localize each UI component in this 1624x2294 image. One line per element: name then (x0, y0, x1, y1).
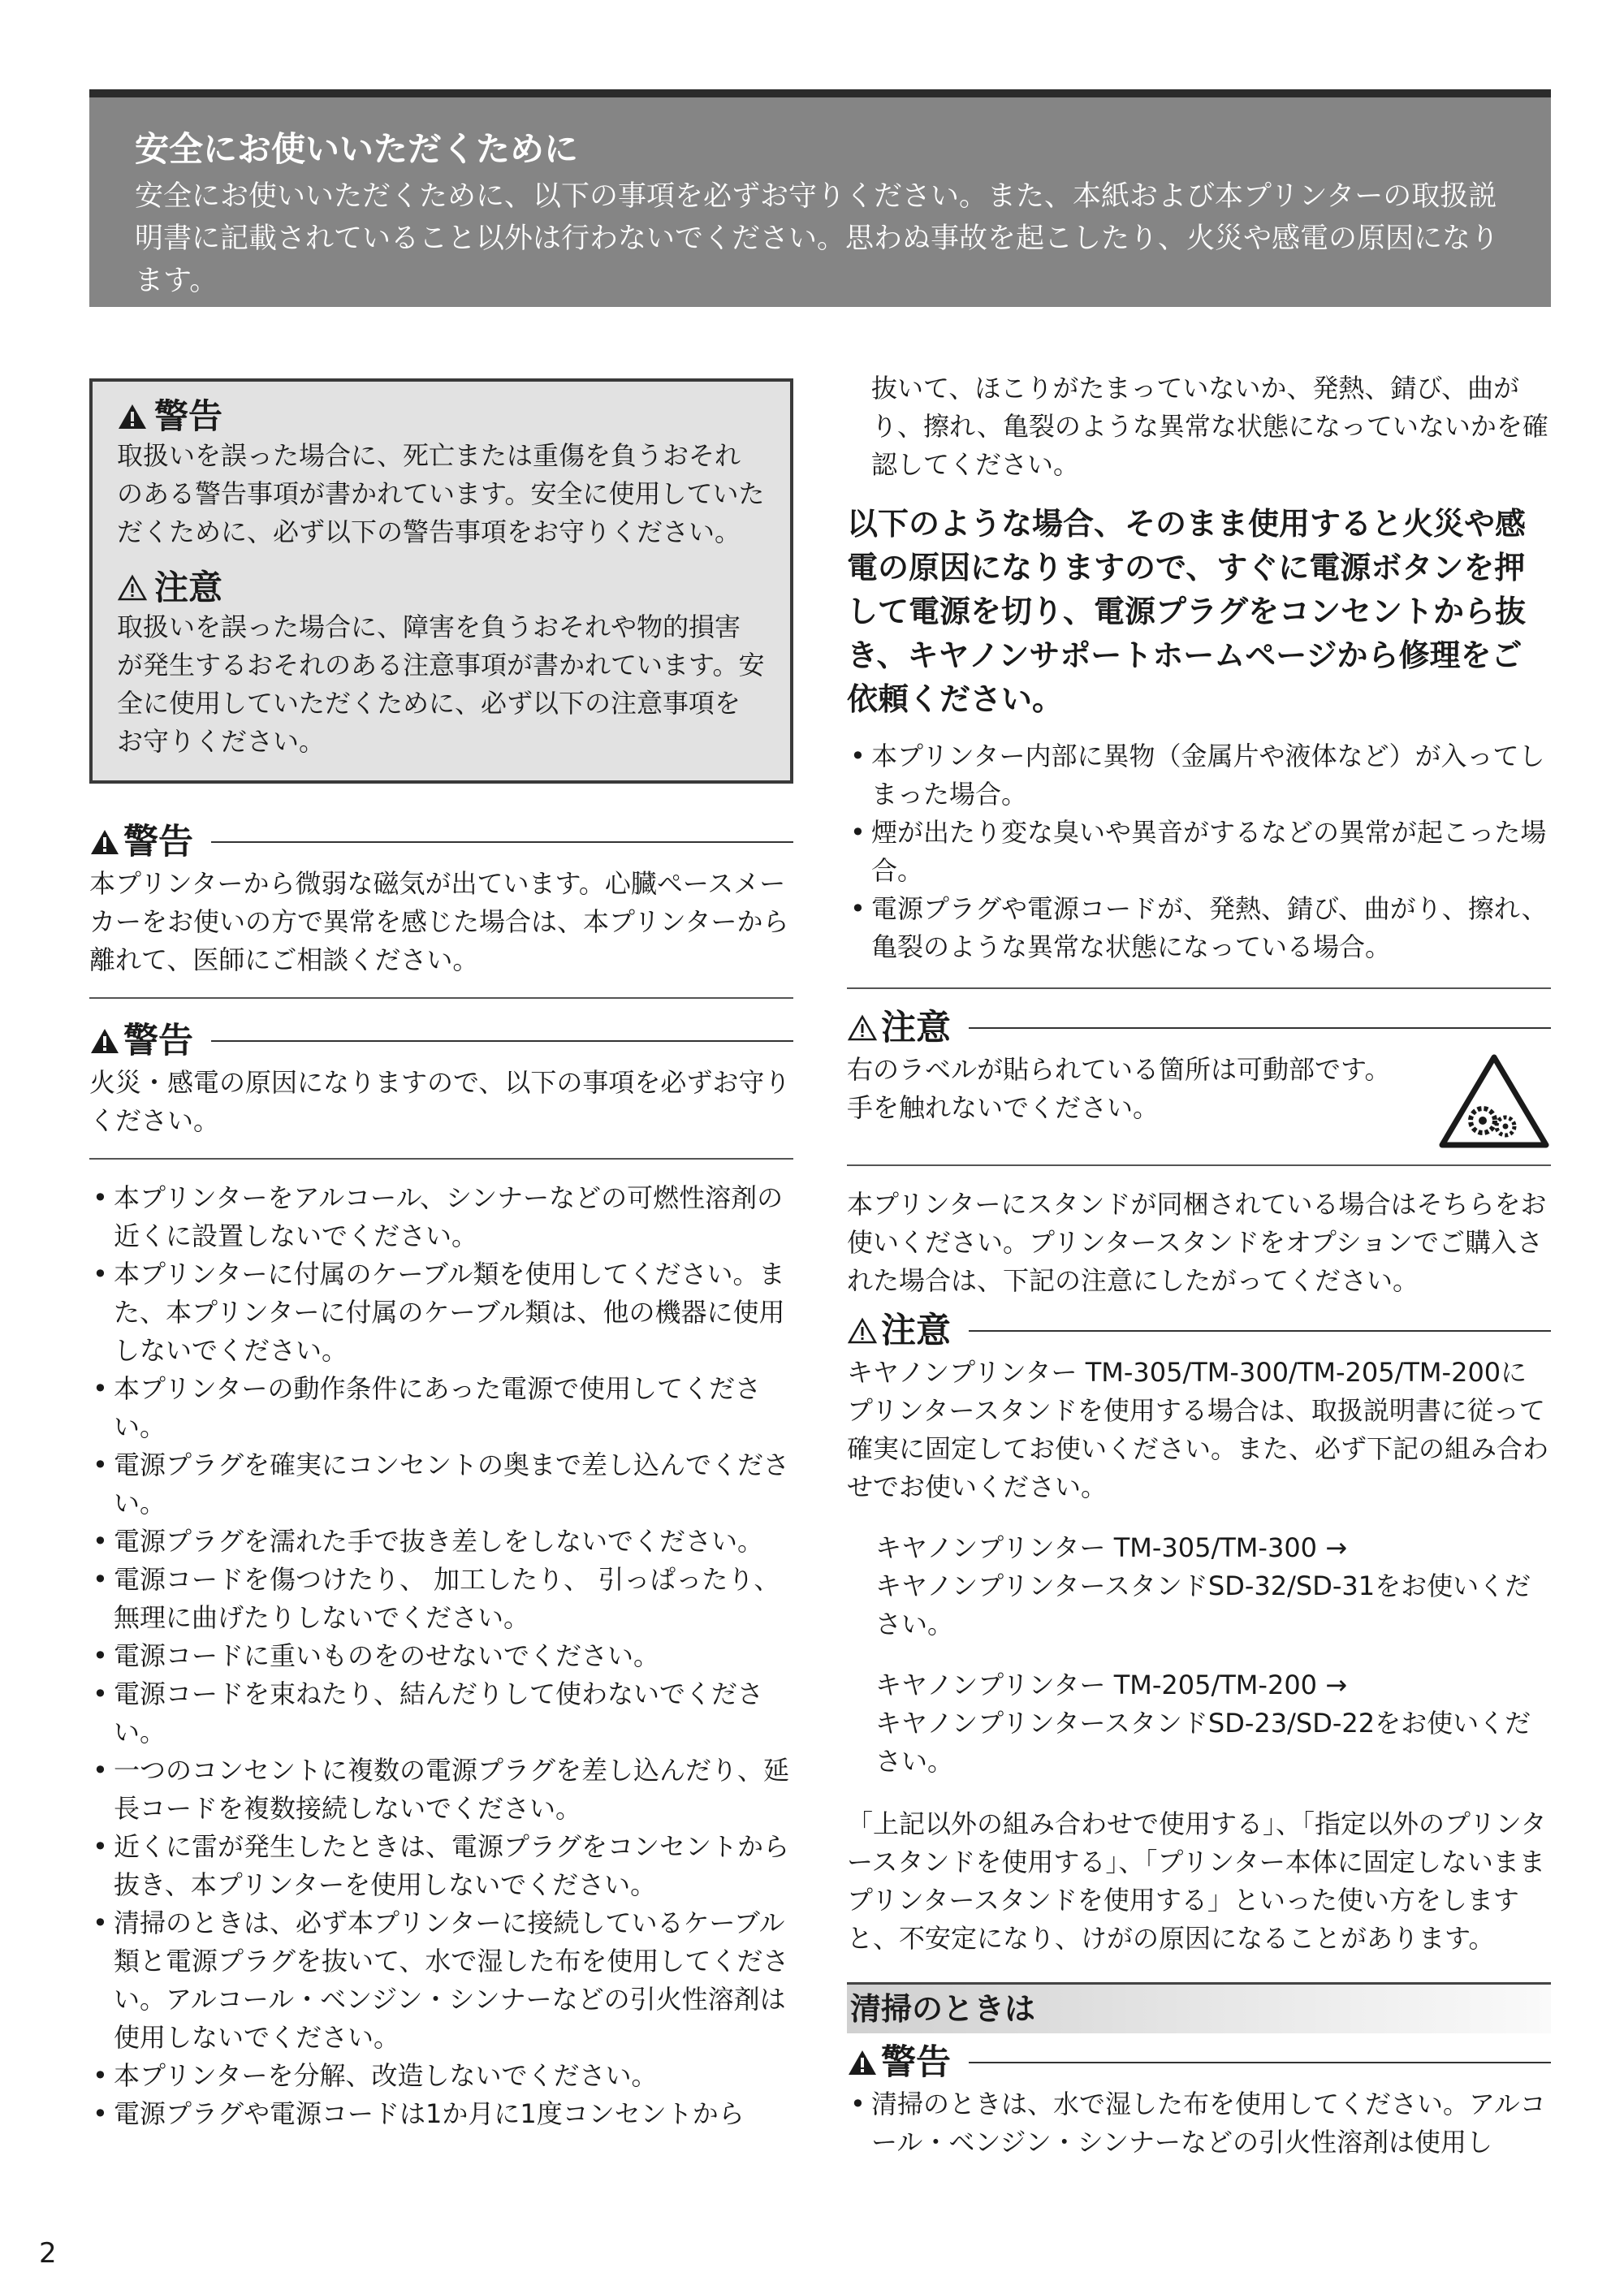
warning-icon (89, 828, 120, 856)
heading-rule (211, 1040, 793, 1042)
combo-1-printer: キヤノンプリンター TM-305/TM-300 → (875, 1532, 1348, 1563)
left-column (89, 378, 793, 2133)
divider (847, 987, 1551, 989)
warning-heading-1 (89, 819, 793, 865)
list-item: • 本プリンターを分解、改造しないでください。 (93, 2060, 658, 2091)
fire-warning-text: 火災・感電の原因になりますので、以下の事項を必ずお守りください。 (89, 1067, 791, 1136)
combo-2-printer: キヤノンプリンター TM-205/TM-200 → (875, 1670, 1348, 1700)
banner-title: 安全にお使いいただくために (135, 129, 579, 169)
heading-rule (969, 1330, 1551, 1332)
gear-hazard-icon (1437, 1052, 1551, 1150)
fire-warning-list (89, 1179, 793, 2133)
combo-2 (847, 1666, 1551, 1781)
safety-banner (89, 89, 1551, 307)
cleaning-section-title: 清掃のときは (847, 1982, 1551, 2033)
legend-caution-heading (117, 568, 766, 608)
caution-title-2: 注意 (881, 1311, 951, 1351)
caution-icon (117, 574, 148, 602)
legend-caution-title: 注意 (154, 568, 223, 607)
list-item: • 本プリンターに付属のケーブル類を使用してください。また、本プリンターに付属のケーブル類は、他の機器に使用しないでください。 (93, 1259, 785, 1366)
list-item: • 本プリンター内部に異物（金属片や液体など）が入ってしまった場合。 (850, 741, 1545, 810)
list-item: • 清掃のときは、必ず本プリンターに接続しているケーブル類と電源プラグを抜いて、水で湿した布を使用してください。アルコール・ベンジン・シンナーなどの引火性溶剤は使用しないでください。 (93, 1907, 789, 2053)
warning-icon (117, 403, 148, 430)
list-item: • 本プリンターをアルコール、シンナーなどの可燃性溶剤の近くに設置しないでください。 (93, 1182, 784, 1251)
warning-title-1: 警告 (123, 822, 193, 862)
list-item: • 電源プラグや電源コードが、発熱、錆び、曲がり、擦れ、亀裂のような異常な状態になっている場合。 (850, 893, 1548, 962)
caution-title-1: 注意 (881, 1008, 951, 1048)
caution-icon (847, 1317, 878, 1345)
caution-heading-1 (847, 1005, 1551, 1051)
emergency-instruction: 以下のような場合、そのまま使用すると火災や感電の原因になりますので、すぐに電源ボタンを押して電源を切り、電源プラグをコンセントから抜き、キヤノンサポートホームページから修理をご依頼ください。 (847, 506, 1527, 717)
banner-text: 安全にお使いいただくために、以下の事項を必ずお守りください。また、本紙および本プリンターの取扱説明書に記載されていること以外は行わないでください。思わぬ事故を起こしたり、火災や感電の原因になります。 (135, 180, 1500, 297)
combo-1 (847, 1529, 1551, 1644)
list-item: • 電源プラグを濡れた手で抜き差しをしないでください。 (93, 1526, 764, 1557)
moving-parts-text: 右のラベルが貼られている箇所は可動部です。手を触れないでください。 (847, 1054, 1391, 1123)
heading-rule (211, 841, 793, 843)
warning-heading-3 (847, 2040, 1551, 2085)
moving-parts-row (847, 1051, 1551, 1150)
list-item: • 一つのコンセントに複数の電源プラグを差し込んだり、延長コードを複数接続しないでください。 (93, 1755, 790, 1824)
list-item: • 電源プラグを確実にコンセントの奥まで差し込んでください。 (93, 1449, 790, 1519)
stand-note-text: 「上記以外の組み合わせで使用する」、「指定以外のプリンタースタンドを使用する」、「プリンター本体に固定しないままプリンタースタンドを使用する」といった使い方をしますと、不安定になり、けがの原因になることがあります。 (847, 1808, 1547, 1954)
page-number: 2 (39, 2237, 57, 2270)
legend-warning-title: 警告 (154, 396, 223, 436)
combo-1-stand: キヤノンプリンタースタンドSD-32/SD-31をお使いください。 (875, 1570, 1531, 1639)
list-item: • 本プリンターの動作条件にあった電源で使用してください。 (93, 1373, 762, 1442)
caution-heading-2 (847, 1308, 1551, 1354)
list-item: • 電源プラグや電源コードは1か月に1度コンセントから (93, 2098, 745, 2129)
list-item: • 煙が出たり変な臭いや異音がするなどの異常が起こった場合。 (850, 817, 1547, 886)
list-item: • 清掃のときは、水で湿した布を使用してください。アルコール・ベンジン・シンナーなどの引火性溶剤は使用し (850, 2089, 1546, 2158)
divider (89, 1158, 793, 1160)
combo-2-stand: キヤノンプリンタースタンドSD-23/SD-22をお使いください。 (875, 1708, 1531, 1777)
divider (847, 1164, 1551, 1166)
stand-caution-text: キヤノンプリンター TM-305/TM-300/TM-205/TM-200にプリンタースタンドを使用する場合は、取扱説明書に従って確実に固定してお使いください。また、必ず下記の組み合わせでお使いください。 (847, 1357, 1549, 1502)
magnet-warning-text: 本プリンターから微弱な磁気が出ています。心臓ペースメーカーをお使いの方で異常を感じた場合は、本プリンターから離れて、医師にご相談ください。 (89, 868, 789, 975)
cleaning-list (847, 2085, 1551, 2162)
right-column (847, 369, 1551, 2162)
list-item: • 電源コードを傷つけたり、 加工したり、 引っぱったり、無理に曲げたりしないでください。 (93, 1564, 780, 1633)
heading-rule (969, 1027, 1551, 1029)
caution-icon (847, 1014, 878, 1042)
list-item: • 電源コードを束ねたり、結んだりして使わないでください。 (93, 1678, 764, 1748)
divider (89, 997, 793, 999)
warning-title-2: 警告 (123, 1021, 193, 1061)
warning-heading-2 (89, 1018, 793, 1064)
warning-title-3: 警告 (881, 2042, 951, 2083)
stand-intro-text: 本プリンターにスタンドが同梱されている場合はそちらをお使いください。プリンタースタンドをオプションでご購入された場合は、下記の注意にしたがってください。 (847, 1189, 1547, 1296)
list-item: • 近くに雷が発生したときは、電源プラグをコンセントから抜き、本プリンターを使用しないでください。 (93, 1831, 790, 1900)
heading-rule (969, 2062, 1551, 2063)
continued-bullet-text: 抜いて、ほこりがたまっていないか、発熱、錆び、曲がり、擦れ、亀裂のような異常な状態になっていないかを確認してください。 (871, 373, 1548, 480)
legend-warning-heading (117, 396, 766, 437)
legend-warning-text: 取扱いを誤った場合に、死亡または重傷を負うおそれのある警告事項が書かれています。安全に使用していただくために、必ず以下の警告事項をお守りください。 (117, 440, 765, 547)
legend-box (89, 378, 793, 784)
warning-icon (89, 1027, 120, 1055)
list-item: • 電源コードに重いものをのせないでください。 (93, 1640, 660, 1671)
legend-caution-text: 取扱いを誤った場合に、障害を負うおそれや物的損害が発生するおそれのある注意事項が書かれています。安全に使用していただくために、必ず以下の注意事項をお守りください。 (117, 611, 765, 757)
warning-icon (847, 2049, 878, 2076)
emergency-list (847, 737, 1551, 966)
